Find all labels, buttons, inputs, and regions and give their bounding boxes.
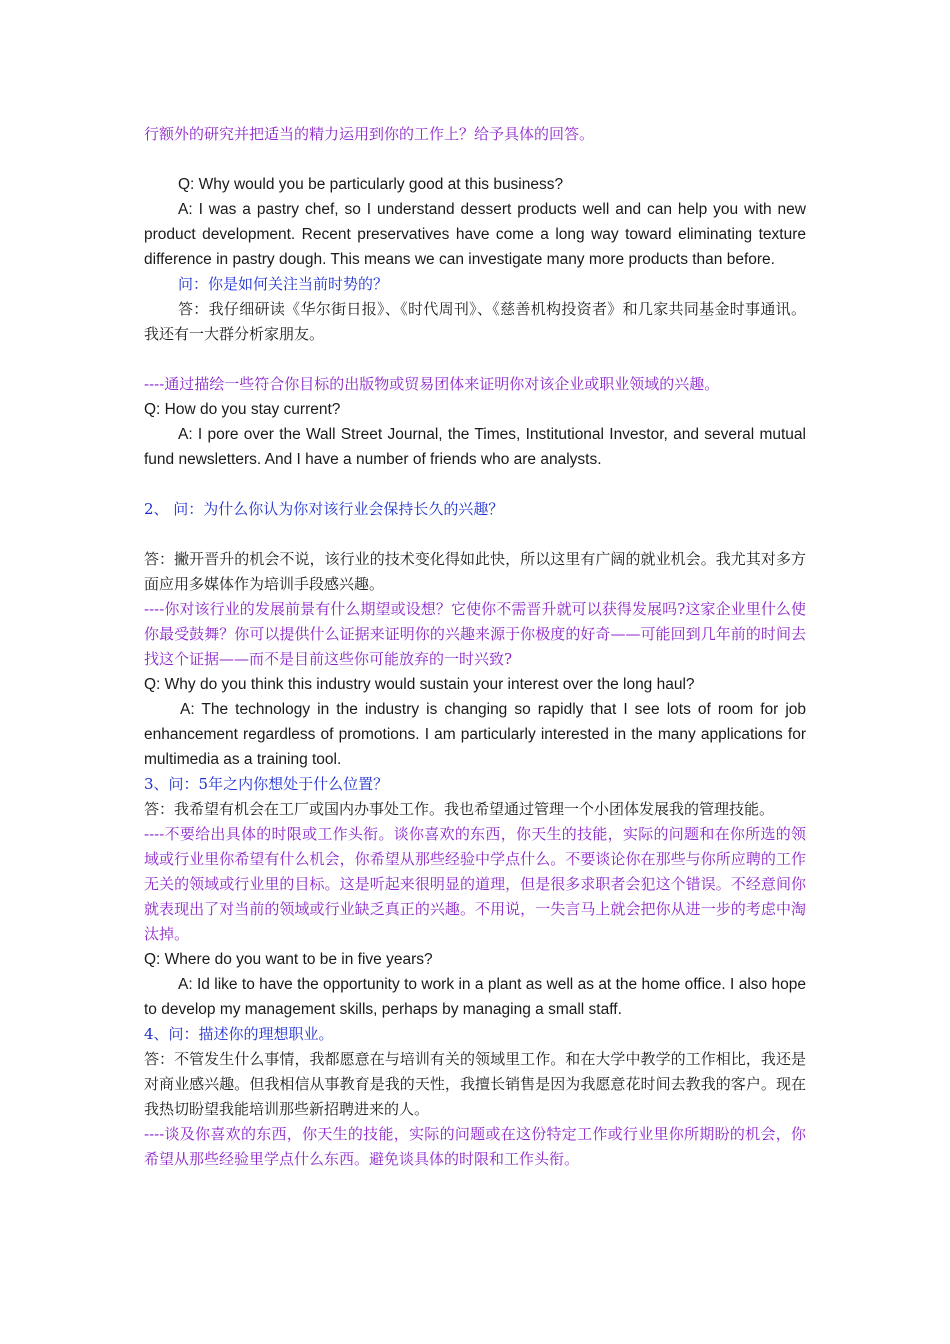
answer-stay-current: A: I pore over the Wall Street Journal, the Times, Institutional Investor, and several mutual fund newsletters. And I have a number of friends who are analysts. bbox=[144, 426, 806, 468]
document-body bbox=[144, 122, 806, 1172]
answer-2-zh: 答：撇开晋升的机会不说，该行业的技术变化得如此快，所以这里有广阔的就业机会。我尤其对多方面应用多媒体作为培训手段感兴趣。 bbox=[144, 550, 806, 593]
question-stay-current: Q: How do you stay current? bbox=[144, 401, 341, 418]
question-stay-current-zh: 问：你是如何关注当前时势的？ bbox=[178, 275, 389, 293]
spacer bbox=[144, 522, 806, 547]
heading-question-4: 4、问：描述你的理想职业。 bbox=[144, 1025, 334, 1043]
answer-five-years: A: Id like to have the opportunity to work in a plant as well as at the home office. I also hope to develop my management skills, perhaps by managing a small staff. bbox=[144, 976, 806, 1018]
answer-4-zh: 答：不管发生什么事情，我都愿意在与培训有关的领域里工作。和在大学中教学的工作相比，我还是对商业感兴趣。但我相信从事教育是我的天性，我擅长销售是因为我愿意花时间去教我的客户。现在我热切盼望我能培训那些新招聘进来的人。 bbox=[144, 1050, 806, 1118]
question-sustain-interest: Q: Why do you think this industry would sustain your interest over the long haul? bbox=[144, 676, 695, 693]
tip-2: ----你对该行业的发展前景有什么期望或设想？它使你不需晋升就可以获得发展吗?这家企业里什么使你最受鼓舞？你可以提供什么证据来证明你的兴趣来源于你极度的好奇——可能回到几年前的时间去找这个证据——而不是目前这些你可能放弃的一时兴致? bbox=[144, 600, 806, 668]
spacer bbox=[144, 147, 806, 172]
question-five-years: Q: Where do you want to be in five years? bbox=[144, 951, 433, 968]
heading-question-2: 2、 问：为什么你认为你对该行业会保持长久的兴趣？ bbox=[144, 500, 504, 518]
spacer bbox=[144, 472, 806, 497]
answer-sustain-interest: A: The technology in the industry is changing so rapidly that I see lots of room for job enhancement regardless of promotions. I am particularly interested in the many applications for multimedia as a training tool. bbox=[144, 701, 806, 768]
tip-4: ----谈及你喜欢的东西，你天生的技能，实际的问题或在这份特定工作或行业里你所期盼的机会，你希望从那些经验里学点什么东西。避免谈具体的时限和工作头衔。 bbox=[144, 1125, 806, 1168]
tip-publications: ----通过描绘一些符合你目标的出版物或贸易团体来证明你对该企业或职业领域的兴趣。 bbox=[144, 375, 720, 393]
answer-stay-current-zh: 答：我仔细研读《华尔街日报》、《时代周刊》、《慈善机构投资者》和几家共同基金时事通讯。我还有一大群分析家朋友。 bbox=[144, 300, 806, 343]
paragraph-intro-continuation: 行额外的研究并把适当的精力运用到你的工作上？给予具体的回答。 bbox=[144, 125, 595, 143]
answer-3-zh: 答：我希望有机会在工厂或国内办事处工作。我也希望通过管理一个小团体发展我的管理技能。 bbox=[144, 800, 775, 818]
tip-3: ----不要给出具体的时限或工作头衔。谈你喜欢的东西，你天生的技能，实际的问题和在你所选的领域或行业里你希望有什么机会，你希望从那些经验中学点什么。不要谈论你在那些与你所应聘的工作无关的领域或行业里的目标。这是听起来很明显的道理，但是很多求职者会犯这个错误。不经意间你就表现出了对当前的领域或行业缺乏真正的兴趣。不用说，一失言马上就会把你从进一步的考虑中淘汰掉。 bbox=[144, 825, 806, 943]
spacer bbox=[144, 347, 806, 372]
question-good-at-business: Q: Why would you be particularly good at this business? bbox=[178, 176, 564, 193]
heading-question-3: 3、问：5年之内你想处于什么位置？ bbox=[144, 775, 389, 793]
answer-pastry-chef: A: I was a pastry chef, so I understand dessert products well and can help you with new product development. Recent preservatives have come a long way toward eliminating texture difference in pastry dough. This means we can investigate many more products than before. bbox=[144, 201, 806, 268]
